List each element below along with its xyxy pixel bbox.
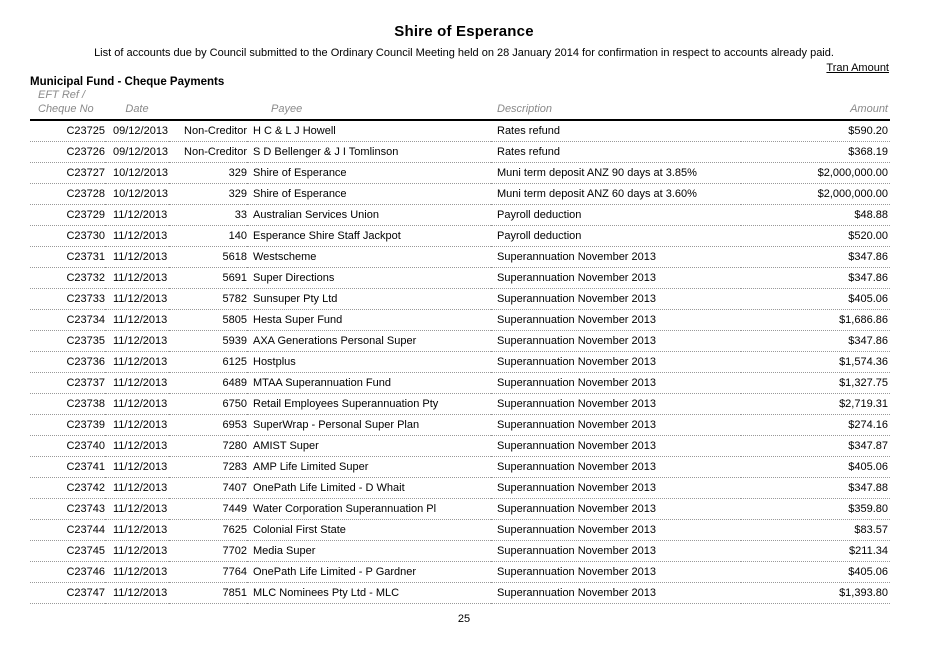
amount-cell: $2,719.31 <box>741 394 890 415</box>
payee-cell: Retail Employees Superannuation Pty <box>247 394 491 415</box>
date-cell: 10/12/2013 <box>105 163 169 184</box>
date-cell: 11/12/2013 <box>105 394 169 415</box>
date-cell: 10/12/2013 <box>105 184 169 205</box>
cheque-no-cell: C23740 <box>30 436 105 457</box>
table-row <box>30 226 890 247</box>
description-cell: Superannuation November 2013 <box>491 499 741 520</box>
payee-cell: OnePath Life Limited - P Gardner <box>247 562 491 583</box>
tran-amount-label: Tran Amount <box>826 62 889 74</box>
table-row <box>30 289 890 310</box>
description-cell: Superannuation November 2013 <box>491 520 741 541</box>
date-cell: 11/12/2013 <box>105 205 169 226</box>
date-cell: 11/12/2013 <box>105 310 169 331</box>
table-row <box>30 142 890 163</box>
amount-cell: $405.06 <box>741 289 890 310</box>
creditor-no-cell: 140 <box>169 226 247 247</box>
payee-cell: AXA Generations Personal Super <box>247 331 491 352</box>
date-cell: 11/12/2013 <box>105 583 169 604</box>
table-row <box>30 562 890 583</box>
amount-cell: $2,000,000.00 <box>741 184 890 205</box>
date-cell: 11/12/2013 <box>105 373 169 394</box>
amount-cell: $1,686.86 <box>741 310 890 331</box>
date-cell: 11/12/2013 <box>105 247 169 268</box>
payee-cell: Shire of Esperance <box>247 163 491 184</box>
description-cell: Superannuation November 2013 <box>491 247 741 268</box>
description-cell: Payroll deduction <box>491 205 741 226</box>
table-row <box>30 520 890 541</box>
payee-cell: Media Super <box>247 541 491 562</box>
date-cell: 11/12/2013 <box>105 436 169 457</box>
amount-cell: $405.06 <box>741 457 890 478</box>
cheque-no-cell: C23725 <box>30 120 105 142</box>
table-row <box>30 373 890 394</box>
date-cell: 11/12/2013 <box>105 289 169 310</box>
description-cell: Muni term deposit ANZ 90 days at 3.85% <box>491 163 741 184</box>
creditor-no-cell: 329 <box>169 163 247 184</box>
creditor-no-cell: 6125 <box>169 352 247 373</box>
creditor-no-cell: Non-Creditor <box>169 142 247 163</box>
creditor-no-cell: 7764 <box>169 562 247 583</box>
table-row <box>30 478 890 499</box>
description-cell: Superannuation November 2013 <box>491 478 741 499</box>
cheque-no-cell: C23733 <box>30 289 105 310</box>
date-cell: 11/12/2013 <box>105 541 169 562</box>
amount-cell: $2,000,000.00 <box>741 163 890 184</box>
section-heading-municipal-fund: Municipal Fund - Cheque Payments <box>30 76 225 88</box>
description-cell: Rates refund <box>491 120 741 142</box>
date-cell: 11/12/2013 <box>105 478 169 499</box>
description-cell: Superannuation November 2013 <box>491 457 741 478</box>
description-cell: Superannuation November 2013 <box>491 436 741 457</box>
cheque-no-cell: C23738 <box>30 394 105 415</box>
cheque-no-cell: C23726 <box>30 142 105 163</box>
table-row <box>30 352 890 373</box>
amount-cell: $347.87 <box>741 436 890 457</box>
payee-cell: Hesta Super Fund <box>247 310 491 331</box>
table-header-row <box>30 88 890 120</box>
payee-cell: Westscheme <box>247 247 491 268</box>
date-cell: 11/12/2013 <box>105 457 169 478</box>
cheque-no-cell: C23739 <box>30 415 105 436</box>
amount-cell: $405.06 <box>741 562 890 583</box>
description-cell: Superannuation November 2013 <box>491 310 741 331</box>
creditor-no-cell: 33 <box>169 205 247 226</box>
description-cell: Rates refund <box>491 142 741 163</box>
description-cell: Superannuation November 2013 <box>491 541 741 562</box>
date-cell: 11/12/2013 <box>105 415 169 436</box>
payee-cell: S D Bellenger & J I Tomlinson <box>247 142 491 163</box>
cheque-no-cell: C23746 <box>30 562 105 583</box>
table-row <box>30 205 890 226</box>
date-cell: 11/12/2013 <box>105 331 169 352</box>
date-cell: 11/12/2013 <box>105 562 169 583</box>
cheque-no-cell: C23737 <box>30 373 105 394</box>
column-header-date: Date <box>105 88 169 120</box>
description-cell: Superannuation November 2013 <box>491 289 741 310</box>
column-header-cheque-no <box>30 88 105 120</box>
amount-cell: $1,393.80 <box>741 583 890 604</box>
payee-cell: Sunsuper Pty Ltd <box>247 289 491 310</box>
amount-cell: $274.16 <box>741 415 890 436</box>
date-cell: 11/12/2013 <box>105 499 169 520</box>
table-row <box>30 268 890 289</box>
table-row <box>30 499 890 520</box>
table-row <box>30 436 890 457</box>
cheque-no-cell: C23744 <box>30 520 105 541</box>
amount-cell: $83.57 <box>741 520 890 541</box>
cheque-no-cell: C23731 <box>30 247 105 268</box>
cheque-no-cell: C23728 <box>30 184 105 205</box>
creditor-no-cell: 5782 <box>169 289 247 310</box>
description-cell: Superannuation November 2013 <box>491 373 741 394</box>
cheque-no-cell: C23747 <box>30 583 105 604</box>
column-header-description: Description <box>491 88 741 120</box>
payee-cell: Hostplus <box>247 352 491 373</box>
description-cell: Superannuation November 2013 <box>491 331 741 352</box>
table-row <box>30 583 890 604</box>
column-header-payee: Payee <box>247 88 491 120</box>
creditor-no-cell: 6750 <box>169 394 247 415</box>
cheque-no-cell: C23727 <box>30 163 105 184</box>
description-cell: Superannuation November 2013 <box>491 583 741 604</box>
payee-cell: AMP Life Limited Super <box>247 457 491 478</box>
description-cell: Superannuation November 2013 <box>491 268 741 289</box>
date-cell: 11/12/2013 <box>105 226 169 247</box>
description-cell: Superannuation November 2013 <box>491 394 741 415</box>
amount-cell: $347.86 <box>741 331 890 352</box>
column-header-cheque-line2: Cheque No <box>38 103 94 115</box>
description-cell: Superannuation November 2013 <box>491 415 741 436</box>
payee-cell: SuperWrap - Personal Super Plan <box>247 415 491 436</box>
payee-cell: OnePath Life Limited - D Whait <box>247 478 491 499</box>
cheque-no-cell: C23730 <box>30 226 105 247</box>
date-cell: 09/12/2013 <box>105 142 169 163</box>
date-cell: 11/12/2013 <box>105 520 169 541</box>
creditor-no-cell: 7851 <box>169 583 247 604</box>
amount-cell: $347.88 <box>741 478 890 499</box>
payments-table <box>30 88 890 604</box>
payee-cell: H C & L J Howell <box>247 120 491 142</box>
creditor-no-cell: Non-Creditor <box>169 120 247 142</box>
description-cell: Payroll deduction <box>491 226 741 247</box>
amount-cell: $520.00 <box>741 226 890 247</box>
creditor-no-cell: 7702 <box>169 541 247 562</box>
date-cell: 11/12/2013 <box>105 268 169 289</box>
cheque-no-cell: C23745 <box>30 541 105 562</box>
creditor-no-cell: 6489 <box>169 373 247 394</box>
date-cell: 09/12/2013 <box>105 120 169 142</box>
creditor-no-cell: 5691 <box>169 268 247 289</box>
amount-cell: $48.88 <box>741 205 890 226</box>
cheque-no-cell: C23741 <box>30 457 105 478</box>
description-cell: Superannuation November 2013 <box>491 352 741 373</box>
page-title: Shire of Esperance <box>394 23 534 40</box>
amount-cell: $1,327.75 <box>741 373 890 394</box>
payee-cell: Colonial First State <box>247 520 491 541</box>
payee-cell: Super Directions <box>247 268 491 289</box>
payee-cell: Australian Services Union <box>247 205 491 226</box>
creditor-no-cell: 7280 <box>169 436 247 457</box>
table-row <box>30 247 890 268</box>
amount-cell: $359.80 <box>741 499 890 520</box>
creditor-no-cell: 5618 <box>169 247 247 268</box>
payee-cell: MLC Nominees Pty Ltd - MLC <box>247 583 491 604</box>
cheque-no-cell: C23735 <box>30 331 105 352</box>
description-cell: Superannuation November 2013 <box>491 562 741 583</box>
page-number: 25 <box>457 613 471 625</box>
table-row <box>30 541 890 562</box>
amount-cell: $368.19 <box>741 142 890 163</box>
cheque-no-cell: C23742 <box>30 478 105 499</box>
cheque-no-cell: C23734 <box>30 310 105 331</box>
payee-cell: Water Corporation Superannuation Pl <box>247 499 491 520</box>
cheque-no-cell: C23729 <box>30 205 105 226</box>
amount-cell: $347.86 <box>741 247 890 268</box>
description-cell: Muni term deposit ANZ 60 days at 3.60% <box>491 184 741 205</box>
table-row <box>30 310 890 331</box>
creditor-no-cell: 5939 <box>169 331 247 352</box>
cheque-no-cell: C23732 <box>30 268 105 289</box>
table-row <box>30 163 890 184</box>
payee-cell: Esperance Shire Staff Jackpot <box>247 226 491 247</box>
table-body <box>30 120 890 604</box>
creditor-no-cell: 7625 <box>169 520 247 541</box>
amount-cell: $1,574.36 <box>741 352 890 373</box>
amount-cell: $347.86 <box>741 268 890 289</box>
table-row <box>30 120 890 142</box>
date-cell: 11/12/2013 <box>105 352 169 373</box>
creditor-no-cell: 7283 <box>169 457 247 478</box>
table-row <box>30 184 890 205</box>
column-header-creditor <box>169 88 247 120</box>
creditor-no-cell: 329 <box>169 184 247 205</box>
table-row <box>30 331 890 352</box>
column-header-amount: Amount <box>741 88 890 120</box>
payee-cell: AMIST Super <box>247 436 491 457</box>
amount-cell: $590.20 <box>741 120 890 142</box>
payee-cell: Shire of Esperance <box>247 184 491 205</box>
table-row <box>30 394 890 415</box>
report-subtitle: List of accounts due by Council submitted to the Ordinary Council Meeting held on 28 January 2014 for confirmation in respect to accounts already paid. <box>94 47 834 59</box>
creditor-no-cell: 7449 <box>169 499 247 520</box>
cheque-no-cell: C23743 <box>30 499 105 520</box>
creditor-no-cell: 6953 <box>169 415 247 436</box>
payee-cell: MTAA Superannuation Fund <box>247 373 491 394</box>
column-header-cheque-line1: EFT Ref / <box>38 89 86 101</box>
table-row <box>30 457 890 478</box>
amount-cell: $211.34 <box>741 541 890 562</box>
table-row <box>30 415 890 436</box>
creditor-no-cell: 7407 <box>169 478 247 499</box>
creditor-no-cell: 5805 <box>169 310 247 331</box>
cheque-no-cell: C23736 <box>30 352 105 373</box>
